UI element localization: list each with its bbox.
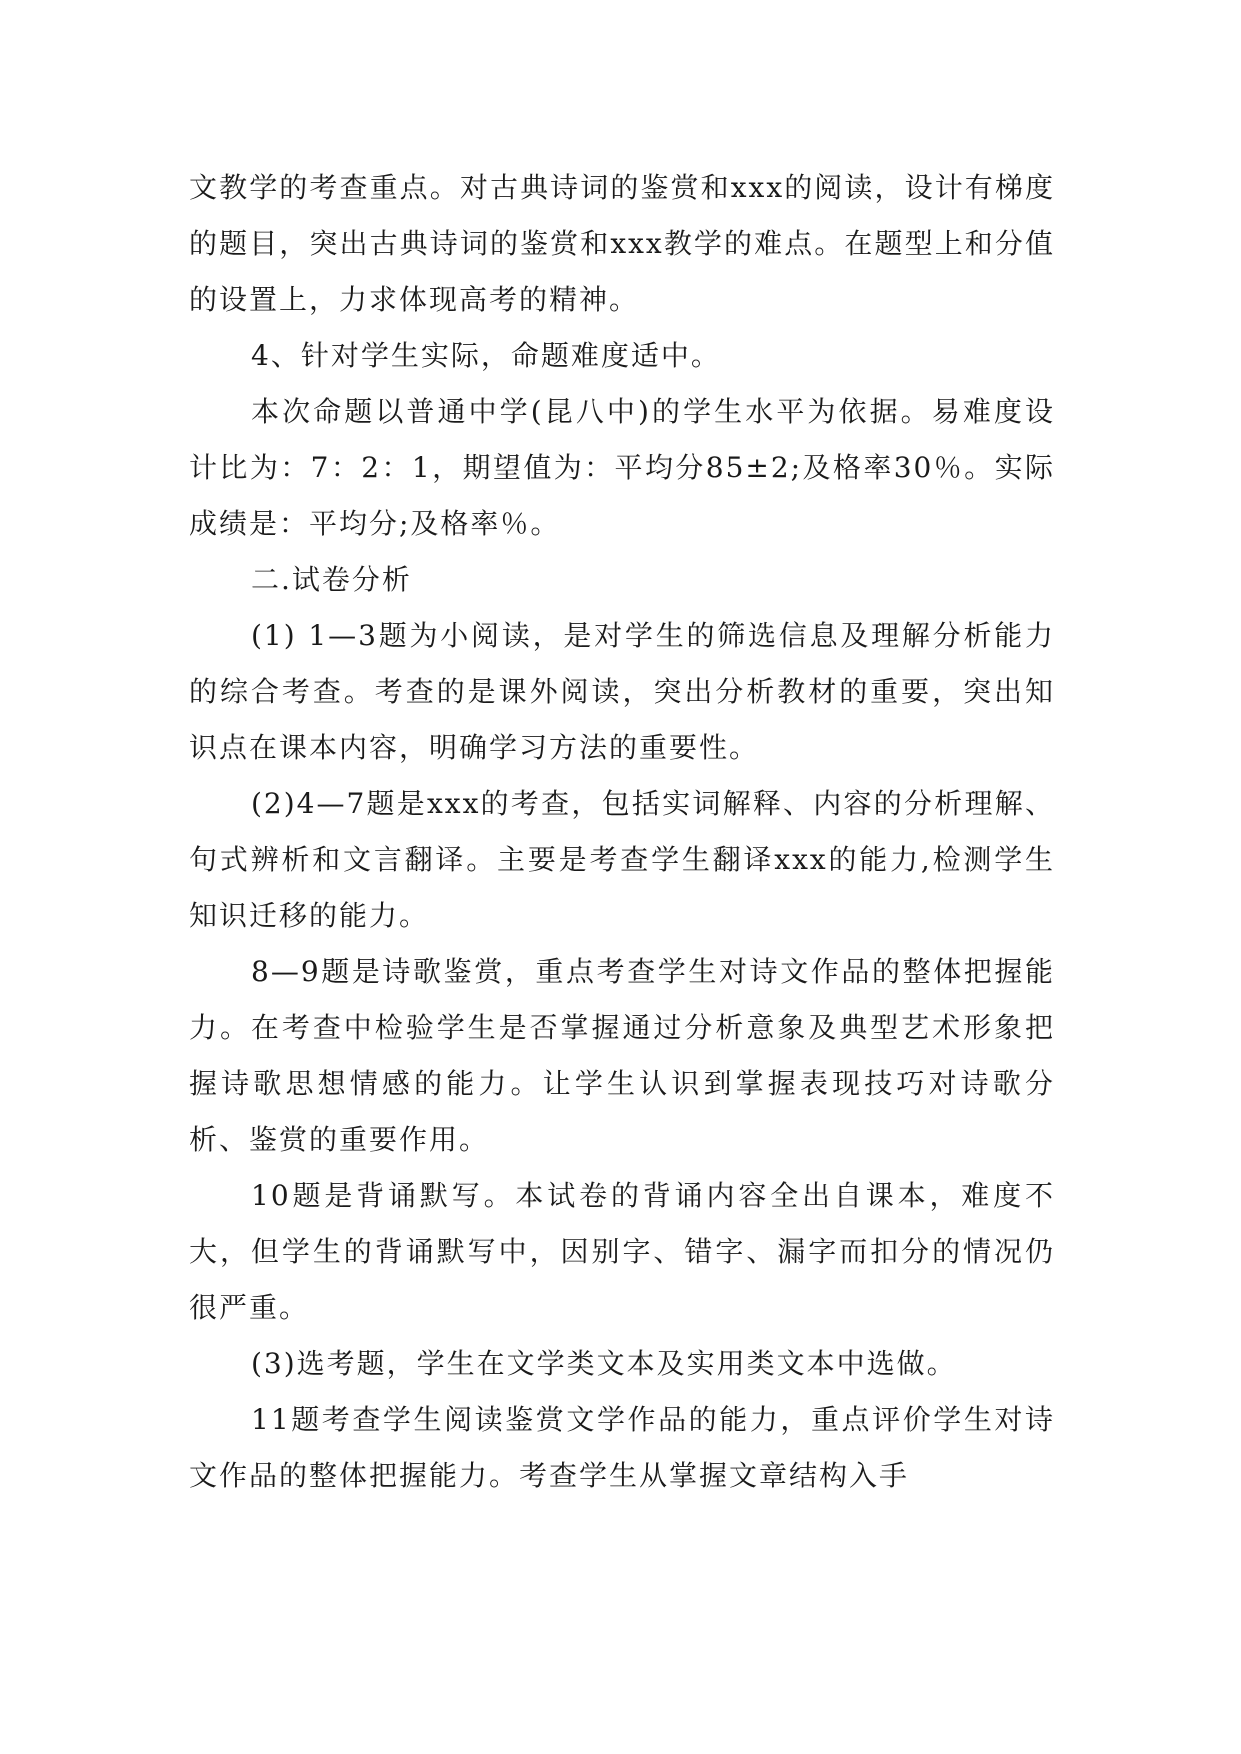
paragraph-7: 8—9题是诗歌鉴赏，重点考查学生对诗文作品的整体把握能力。在考查中检验学生是否掌握通过分析意象及典型艺术形象把握诗歌思想情感的能力。让学生认识到掌握表现技巧对诗歌分析、鉴赏的重要作用。 <box>189 955 1055 1156</box>
document-body <box>189 160 1055 1504</box>
paragraph-5: (1) 1—3题为小阅读，是对学生的筛选信息及理解分析能力的综合考查。考查的是课外阅读，突出分析教材的重要，突出知识点在课本内容，明确学习方法的重要性。 <box>189 619 1055 764</box>
paragraph-2: 4、针对学生实际，命题难度适中。 <box>251 339 721 372</box>
paragraph-1: 文教学的考查重点。对古典诗词的鉴赏和xxx的阅读，设计有梯度的题目，突出古典诗词的鉴赏和xxx教学的难点。在题型上和分值的设置上，力求体现高考的精神。 <box>189 171 1055 316</box>
section-heading: 二.试卷分析 <box>251 563 412 596</box>
paragraph-8: 10题是背诵默写。本试卷的背诵内容全出自课本，难度不大，但学生的背诵默写中，因别字、错字、漏字而扣分的情况仍很严重。 <box>189 1179 1055 1324</box>
paragraph-6: (2)4—7题是xxx的考查，包括实词解释、内容的分析理解、句式辨析和文言翻译。主要是考查学生翻译xxx的能力,检测学生知识迁移的能力。 <box>189 787 1055 932</box>
paragraph-9: (3)选考题，学生在文学类文本及实用类文本中选做。 <box>251 1347 957 1380</box>
paragraph-10: 11题考查学生阅读鉴赏文学作品的能力，重点评价学生对诗文作品的整体把握能力。考查学生从掌握文章结构入手 <box>189 1403 1055 1492</box>
paragraph-3: 本次命题以普通中学(昆八中)的学生水平为依据。易难度设计比为：7：2：1，期望值为：平均分85±2;及格率30％。实际成绩是：平均分;及格率％。 <box>189 395 1055 540</box>
